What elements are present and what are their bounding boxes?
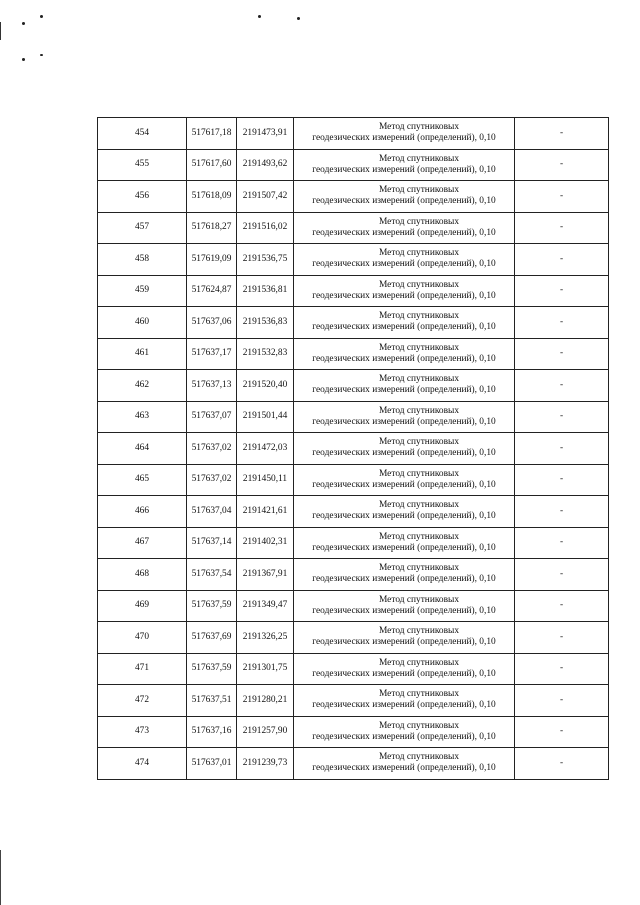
method-line-2: геодезических измерений (определений), 0,10 bbox=[312, 227, 496, 238]
point-number: 457 bbox=[98, 212, 187, 244]
method-line-2: геодезических измерений (определений), 0,10 bbox=[312, 290, 496, 301]
method-line-1: Метод спутниковых bbox=[378, 657, 460, 668]
method-line-1: Метод спутниковых bbox=[378, 563, 460, 574]
coordinate-y: 2191520,40 bbox=[237, 370, 294, 402]
point-number: 454 bbox=[98, 118, 187, 150]
description-cell: - bbox=[515, 338, 609, 370]
method-line-1: Метод спутниковых bbox=[378, 342, 460, 353]
method-cell bbox=[294, 307, 515, 339]
method-line-2: геодезических измерений (определений), 0,10 bbox=[312, 322, 496, 333]
description-cell: - bbox=[515, 275, 609, 307]
method-line-1: Метод спутниковых bbox=[378, 752, 460, 763]
coordinate-y: 2191349,47 bbox=[237, 590, 294, 622]
method-cell bbox=[294, 622, 515, 654]
coordinate-x: 517637,14 bbox=[187, 527, 237, 559]
method-cell bbox=[294, 338, 515, 370]
table-row bbox=[98, 149, 609, 181]
coordinate-x: 517637,06 bbox=[187, 307, 237, 339]
method-line-2: геодезических измерений (определений), 0,10 bbox=[312, 259, 496, 270]
coordinate-y: 2191257,90 bbox=[237, 716, 294, 748]
method-line-1: Метод спутниковых bbox=[378, 185, 460, 196]
coordinate-x: 517637,02 bbox=[187, 433, 237, 465]
method-line-2: геодезических измерений (определений), 0,10 bbox=[312, 574, 496, 585]
method-cell bbox=[294, 149, 515, 181]
point-number: 459 bbox=[98, 275, 187, 307]
coordinate-y: 2191301,75 bbox=[237, 653, 294, 685]
method-cell bbox=[294, 748, 515, 780]
method-line-2: геодезических измерений (определений), 0,10 bbox=[312, 385, 496, 396]
method-line-2: геодезических измерений (определений), 0,10 bbox=[312, 448, 496, 459]
method-line-2: геодезических измерений (определений), 0,10 bbox=[312, 353, 496, 364]
point-number: 466 bbox=[98, 496, 187, 528]
description-cell: - bbox=[515, 622, 609, 654]
description-cell: - bbox=[515, 118, 609, 150]
method-cell bbox=[294, 275, 515, 307]
coordinate-y: 2191493,62 bbox=[237, 149, 294, 181]
method-line-1: Метод спутниковых bbox=[378, 500, 460, 511]
method-line-1: Метод спутниковых bbox=[378, 626, 460, 637]
description-cell: - bbox=[515, 370, 609, 402]
description-cell: - bbox=[515, 244, 609, 276]
method-line-1: Метод спутниковых bbox=[378, 279, 460, 290]
method-cell bbox=[294, 370, 515, 402]
method-line-2: геодезических измерений (определений), 0,10 bbox=[312, 731, 496, 742]
method-line-1: Метод спутниковых bbox=[378, 216, 460, 227]
point-number: 462 bbox=[98, 370, 187, 402]
method-line-1: Метод спутниковых bbox=[378, 248, 460, 259]
method-cell bbox=[294, 685, 515, 717]
coordinate-x: 517618,27 bbox=[187, 212, 237, 244]
method-line-1: Метод спутниковых bbox=[378, 153, 460, 164]
coordinate-y: 2191472,03 bbox=[237, 433, 294, 465]
table-row bbox=[98, 464, 609, 496]
method-line-1: Метод спутниковых bbox=[378, 437, 460, 448]
method-line-2: геодезических измерений (определений), 0,10 bbox=[312, 133, 496, 144]
table-row bbox=[98, 622, 609, 654]
method-line-2: геодезических измерений (определений), 0,10 bbox=[312, 637, 496, 648]
method-cell bbox=[294, 496, 515, 528]
coordinate-x: 517637,04 bbox=[187, 496, 237, 528]
coordinate-y: 2191280,21 bbox=[237, 685, 294, 717]
method-cell bbox=[294, 244, 515, 276]
point-number: 469 bbox=[98, 590, 187, 622]
coordinate-x: 517637,13 bbox=[187, 370, 237, 402]
table-row bbox=[98, 685, 609, 717]
scan-speck bbox=[40, 15, 43, 18]
coordinate-x: 517617,60 bbox=[187, 149, 237, 181]
description-cell: - bbox=[515, 590, 609, 622]
method-line-1: Метод спутниковых bbox=[378, 374, 460, 385]
description-cell: - bbox=[515, 181, 609, 213]
description-cell: - bbox=[515, 149, 609, 181]
point-number: 464 bbox=[98, 433, 187, 465]
scan-speck bbox=[22, 58, 25, 61]
method-line-1: Метод спутниковых bbox=[378, 468, 460, 479]
method-line-1: Метод спутниковых bbox=[378, 594, 460, 605]
method-line-2: геодезических измерений (определений), 0,10 bbox=[312, 763, 496, 774]
point-number: 471 bbox=[98, 653, 187, 685]
coordinate-x: 517637,54 bbox=[187, 559, 237, 591]
description-cell: - bbox=[515, 748, 609, 780]
method-cell bbox=[294, 716, 515, 748]
coordinate-x: 517624,87 bbox=[187, 275, 237, 307]
method-line-2: геодезических измерений (определений), 0,10 bbox=[312, 511, 496, 522]
method-cell bbox=[294, 118, 515, 150]
table-row bbox=[98, 527, 609, 559]
coordinate-x: 517617,18 bbox=[187, 118, 237, 150]
coordinate-x: 517637,01 bbox=[187, 748, 237, 780]
coordinate-y: 2191402,31 bbox=[237, 527, 294, 559]
table-row bbox=[98, 496, 609, 528]
description-cell: - bbox=[515, 559, 609, 591]
table-row bbox=[98, 653, 609, 685]
table-row bbox=[98, 307, 609, 339]
table-row bbox=[98, 716, 609, 748]
table-row bbox=[98, 212, 609, 244]
coordinate-x: 517637,59 bbox=[187, 590, 237, 622]
table-row bbox=[98, 275, 609, 307]
method-line-1: Метод спутниковых bbox=[378, 720, 460, 731]
table-row bbox=[98, 748, 609, 780]
table-row bbox=[98, 244, 609, 276]
point-number: 458 bbox=[98, 244, 187, 276]
point-number: 473 bbox=[98, 716, 187, 748]
coordinate-x: 517637,07 bbox=[187, 401, 237, 433]
method-line-2: геодезических измерений (определений), 0,10 bbox=[312, 416, 496, 427]
coordinate-y: 2191367,91 bbox=[237, 559, 294, 591]
method-line-1: Метод спутниковых bbox=[378, 689, 460, 700]
method-line-1: Метод спутниковых bbox=[378, 311, 460, 322]
method-line-2: геодезических измерений (определений), 0,10 bbox=[312, 542, 496, 553]
description-cell: - bbox=[515, 685, 609, 717]
coordinate-x: 517637,59 bbox=[187, 653, 237, 685]
point-number: 470 bbox=[98, 622, 187, 654]
description-cell: - bbox=[515, 527, 609, 559]
table-row bbox=[98, 338, 609, 370]
method-line-2: геодезических измерений (определений), 0,10 bbox=[312, 164, 496, 175]
coordinate-y: 2191421,61 bbox=[237, 496, 294, 528]
coordinate-y: 2191507,42 bbox=[237, 181, 294, 213]
table-row bbox=[98, 433, 609, 465]
method-line-2: геодезических измерений (определений), 0,10 bbox=[312, 605, 496, 616]
table-row bbox=[98, 118, 609, 150]
coordinate-x: 517637,69 bbox=[187, 622, 237, 654]
coordinate-y: 2191532,83 bbox=[237, 338, 294, 370]
coordinate-x: 517637,17 bbox=[187, 338, 237, 370]
method-cell bbox=[294, 181, 515, 213]
method-line-1: Метод спутниковых bbox=[378, 531, 460, 542]
coordinate-y: 2191326,25 bbox=[237, 622, 294, 654]
method-cell bbox=[294, 590, 515, 622]
coordinate-y: 2191516,02 bbox=[237, 212, 294, 244]
coordinate-y: 2191450,11 bbox=[237, 464, 294, 496]
coordinate-y: 2191536,75 bbox=[237, 244, 294, 276]
table-row bbox=[98, 559, 609, 591]
coordinate-x: 517637,51 bbox=[187, 685, 237, 717]
method-cell bbox=[294, 653, 515, 685]
description-cell: - bbox=[515, 212, 609, 244]
method-cell bbox=[294, 559, 515, 591]
method-cell bbox=[294, 433, 515, 465]
coordinate-x: 517637,02 bbox=[187, 464, 237, 496]
coordinate-x: 517637,16 bbox=[187, 716, 237, 748]
method-line-2: геодезических измерений (определений), 0,10 bbox=[312, 700, 496, 711]
point-number: 467 bbox=[98, 527, 187, 559]
coordinate-y: 2191473,91 bbox=[237, 118, 294, 150]
point-number: 455 bbox=[98, 149, 187, 181]
table-row bbox=[98, 181, 609, 213]
scan-edge-mark-bottom bbox=[0, 850, 1, 905]
description-cell: - bbox=[515, 653, 609, 685]
method-line-2: геодезических измерений (определений), 0,10 bbox=[312, 196, 496, 207]
point-number: 456 bbox=[98, 181, 187, 213]
point-number: 468 bbox=[98, 559, 187, 591]
point-number: 460 bbox=[98, 307, 187, 339]
description-cell: - bbox=[515, 496, 609, 528]
coordinate-y: 2191536,83 bbox=[237, 307, 294, 339]
point-number: 461 bbox=[98, 338, 187, 370]
scan-speck bbox=[297, 17, 300, 20]
table-row bbox=[98, 401, 609, 433]
method-cell bbox=[294, 401, 515, 433]
scan-edge-mark-top bbox=[0, 22, 1, 40]
scan-speck bbox=[40, 54, 43, 56]
description-cell: - bbox=[515, 433, 609, 465]
table-row bbox=[98, 370, 609, 402]
description-cell: - bbox=[515, 401, 609, 433]
description-cell: - bbox=[515, 716, 609, 748]
method-cell bbox=[294, 212, 515, 244]
coordinate-y: 2191501,44 bbox=[237, 401, 294, 433]
point-number: 474 bbox=[98, 748, 187, 780]
point-number: 472 bbox=[98, 685, 187, 717]
point-number: 463 bbox=[98, 401, 187, 433]
method-line-1: Метод спутниковых bbox=[378, 405, 460, 416]
method-line-1: Метод спутниковых bbox=[378, 122, 460, 133]
scan-speck bbox=[258, 15, 261, 18]
table-row bbox=[98, 590, 609, 622]
coordinate-y: 2191536,81 bbox=[237, 275, 294, 307]
description-cell: - bbox=[515, 307, 609, 339]
method-line-2: геодезических измерений (определений), 0,10 bbox=[312, 668, 496, 679]
coordinates-table-body bbox=[98, 118, 609, 780]
coordinates-table bbox=[97, 117, 609, 780]
scan-speck bbox=[22, 22, 25, 25]
description-cell: - bbox=[515, 464, 609, 496]
coordinate-y: 2191239,73 bbox=[237, 748, 294, 780]
method-line-2: геодезических измерений (определений), 0,10 bbox=[312, 479, 496, 490]
coordinate-x: 517618,09 bbox=[187, 181, 237, 213]
point-number: 465 bbox=[98, 464, 187, 496]
coordinate-x: 517619,09 bbox=[187, 244, 237, 276]
method-cell bbox=[294, 527, 515, 559]
method-cell bbox=[294, 464, 515, 496]
